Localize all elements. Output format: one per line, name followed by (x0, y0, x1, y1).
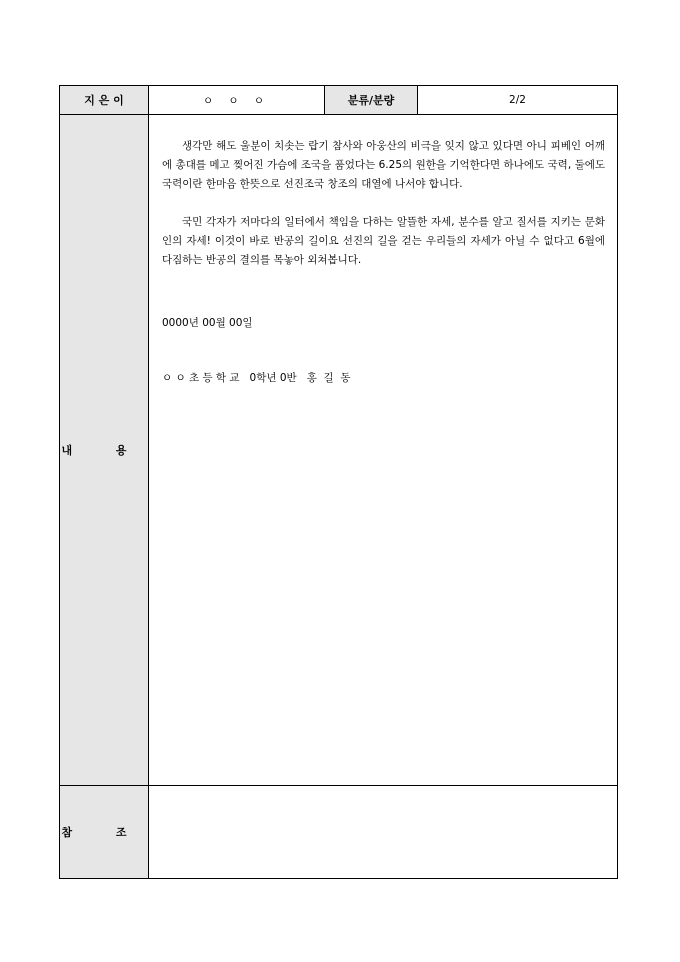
author-value: ㅇ ㅇ ㅇ (149, 86, 325, 115)
reference-row (60, 786, 618, 879)
reference-label: 참 조 (60, 786, 149, 879)
content-row (60, 115, 618, 786)
author-line: ㅇ ㅇ 초 등 학 교 0학년 0반 홍 길 동 (162, 372, 351, 384)
content-label: 내 용 (60, 115, 149, 786)
essay-form (59, 85, 618, 879)
header-row (60, 86, 618, 115)
category-label: 분류/분량 (325, 86, 418, 115)
category-value: 2/2 (418, 86, 618, 115)
date-line: 0000년 00월 00일 (162, 317, 253, 329)
reference-value (149, 786, 618, 879)
content-body (149, 115, 618, 786)
content-paragraph-2: 국민 각자가 저마다의 일터에서 책임을 다하는 알뜰한 자세, 분수를 알고 질서를 지키는 문화인의 자세! 이것이 바로 반공의 길이요 선진의 길을 걷는 우리들의 자세가 아닐 수 없다고 6월에 다짐하는 반공의 결의를 목놓아 외쳐봅니다. (162, 216, 605, 266)
author-label: 지 은 이 (60, 86, 149, 115)
content-paragraph-1: 생각만 해도 울분이 치솟는 랍기 참사와 아웅산의 비극을 잊지 않고 있다면 아니 피베인 어깨에 총대를 메고 찢어진 가슴에 조국을 품었다는 6.25의 원한을 기억한다면 하나에도 국력, 둘에도 국력이란 한마음 한뜻으로 선진조국 창조의 대열에 나서야 합니다. (162, 140, 605, 190)
